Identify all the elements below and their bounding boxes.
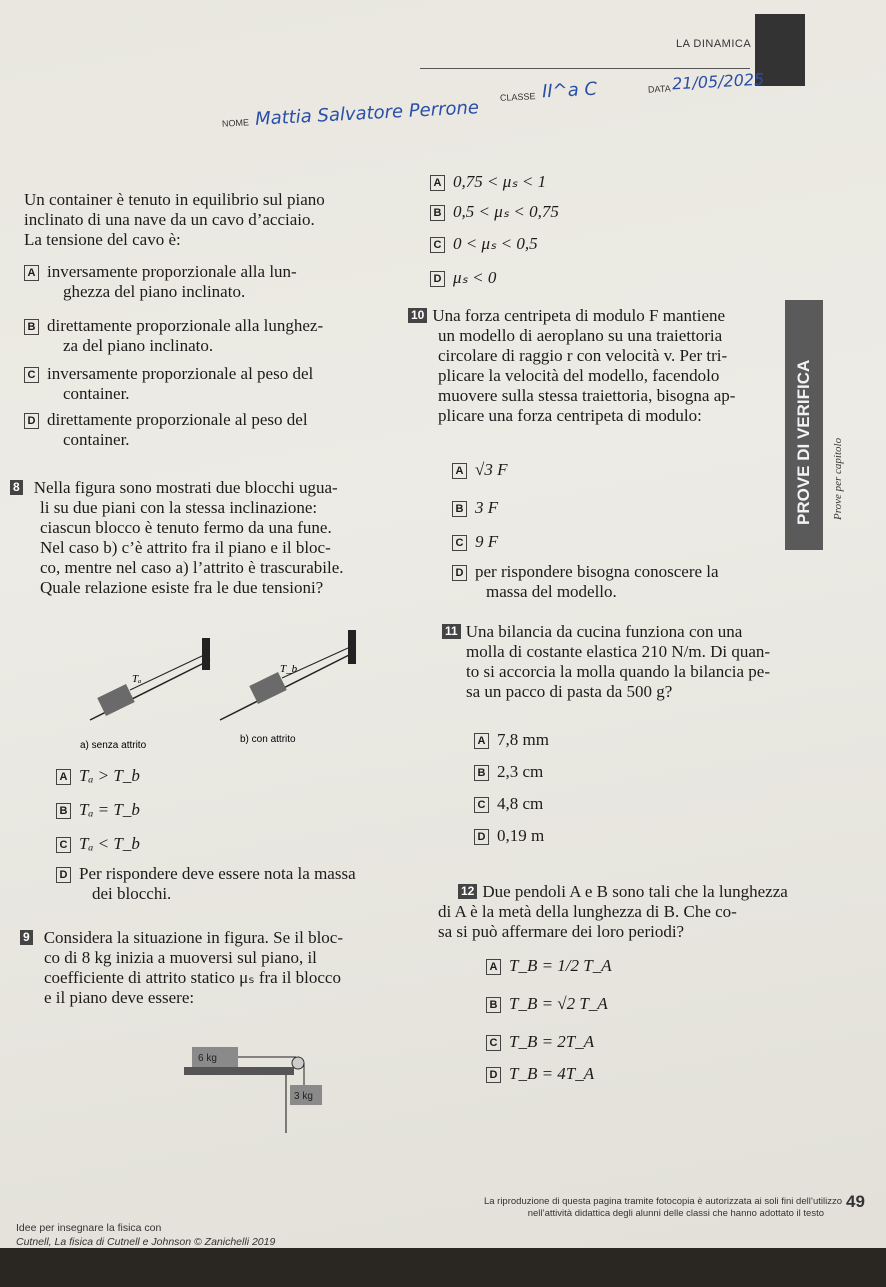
q7-option-b: B direttamente proporzionale alla lunghez- za del piano inclinato. xyxy=(24,316,323,356)
option-letter: C xyxy=(24,367,39,383)
question-11: 11 Una bilancia da cucina funziona con una molla di costante elastica 210 N/m. Di quan- to si accorcia la molla quando la bilancia pe- sa un pacco di pasta da 500 g? xyxy=(442,622,802,702)
data-value: 21/05/2025 xyxy=(671,69,765,94)
question-10: 10 Una forza centripeta di modulo F mantiene un modello di aeroplano su una traiettoria circolare di raggio r con velocità v. Per tri- plicare la velocità del modello, facendolo muovere sulla stessa traiettoria, bisogna ap- plicare una forza centripeta di modulo: xyxy=(408,306,778,426)
question-number: 12 xyxy=(458,884,477,899)
pulley-figure xyxy=(180,1035,340,1135)
table-top xyxy=(184,1067,294,1075)
option-letter: A xyxy=(56,769,71,785)
q10-option-c: C 9 F xyxy=(452,532,498,552)
figure-b-caption: b) con attrito xyxy=(240,734,296,745)
nome-value: Mattia Salvatore Perrone xyxy=(254,97,480,130)
block-a xyxy=(97,684,135,716)
post-a xyxy=(202,638,210,670)
option-letter: A xyxy=(486,959,501,975)
question-number: 9 xyxy=(20,930,33,945)
figure-b xyxy=(220,630,356,745)
option-letter: A xyxy=(430,175,445,191)
option-letter: A xyxy=(452,463,467,479)
q7-option-c: C inversamente proporzionale al peso del container. xyxy=(24,364,313,404)
option-letter: A xyxy=(474,733,489,749)
tension-a-label: Tₐ xyxy=(132,673,142,685)
book-line-2: Cutnell, La fisica di Cutnell e Johnson © Zanichelli 2019 xyxy=(16,1236,276,1248)
pulley xyxy=(292,1057,304,1069)
inclined-planes-figure xyxy=(70,620,390,760)
figure-a xyxy=(80,638,210,751)
question-number: 10 xyxy=(408,308,427,323)
option-letter: C xyxy=(430,237,445,253)
option-letter: C xyxy=(452,535,467,551)
q9-option-a: A 0,75 < μₛ < 1 xyxy=(430,172,546,192)
section-title: LA DINAMICA xyxy=(676,38,752,50)
nome-label: NOME xyxy=(221,117,250,129)
option-letter: B xyxy=(486,997,501,1013)
classe-label: CLASSE xyxy=(499,91,536,103)
q10-option-b: B 3 F xyxy=(452,498,498,518)
q8-option-d: D Per rispondere deve essere nota la massa dei blocchi. xyxy=(56,864,356,904)
q9-option-c: C 0 < μₛ < 0,5 xyxy=(430,234,538,254)
classe-value: II^a C xyxy=(541,78,598,103)
question-8: 8 Nella figura sono mostrati due blocchi ugua- li su due piani con la stessa inclinazione: ciascun blocco è tenuto fermo da una fune. Nel caso b) c’è attrito fra il piano e il bloc- co, mentre nel caso a) l’attrito è trascurabile. Quale relazione esiste fra le due tensioni? xyxy=(10,478,344,598)
option-letter: B xyxy=(24,319,39,335)
q7-option-a: A inversamente proporzionale alla lun- ghezza del piano inclinato. xyxy=(24,262,297,302)
book-line-1: Idee per insegnare la fisica con xyxy=(16,1222,162,1234)
data-label: DATA xyxy=(647,83,671,95)
option-letter: B xyxy=(56,803,71,819)
option-letter: D xyxy=(452,565,467,581)
mass-6kg-label: 6 kg xyxy=(198,1053,217,1064)
block-b xyxy=(249,672,287,704)
question-number: 8 xyxy=(10,480,23,495)
question-7 xyxy=(24,190,325,250)
q12-option-a: A T_B = 1/2 T_A xyxy=(486,956,612,976)
q11-option-d: D 0,19 m xyxy=(474,826,544,846)
q7-line: inclinato di una nave da un cavo d’acciaio. xyxy=(24,210,315,229)
tension-b-label: T_b xyxy=(280,663,298,675)
side-tab xyxy=(785,300,823,550)
q8-option-a: A Tₐ > T_b xyxy=(56,766,140,786)
option-letter: B xyxy=(474,765,489,781)
q7-line: Un container è tenuto in equilibrio sul piano xyxy=(24,190,325,209)
question-12: 12 Due pendoli A e B sono tali che la lunghezza di A è la metà della lunghezza di B. Che co- sa si può affermare dei loro periodi? xyxy=(438,882,788,941)
option-letter: D xyxy=(24,413,39,429)
q12-option-b: B T_B = √2 T_A xyxy=(486,994,608,1014)
q11-option-a: A 7,8 mm xyxy=(474,730,549,750)
figure-a-caption: a) senza attrito xyxy=(80,740,147,751)
q10-option-d: D per rispondere bisogna conoscere la massa del modello. xyxy=(452,562,782,602)
option-letter: C xyxy=(56,837,71,853)
option-letter: D xyxy=(430,271,445,287)
mass-3kg-label: 3 kg xyxy=(294,1091,313,1102)
side-tab-subtitle: Prove per capitolo xyxy=(832,437,844,520)
q10-option-a: A √3 F xyxy=(452,460,507,480)
q9-option-d: D μₛ < 0 xyxy=(430,268,496,288)
copyright-line-2: nell’attività didattica degli alunni delle classi che hanno adottato il testo xyxy=(527,1208,824,1219)
option-letter: B xyxy=(430,205,445,221)
page-number: 49 xyxy=(846,1192,865,1211)
option-letter: D xyxy=(56,867,71,883)
question-9: 9 Considera la situazione in figura. Se il bloc- co di 8 kg inizia a muoversi sul piano, il coefficiente di attrito statico μₛ fra il blocco e il piano deve essere: xyxy=(20,928,343,1008)
q7-option-d: D direttamente proporzionale al peso del container. xyxy=(24,410,308,450)
q8-option-c: C Tₐ < T_b xyxy=(56,834,140,854)
q11-option-b: B 2,3 cm xyxy=(474,762,543,782)
q12-option-d: D T_B = 4T_A xyxy=(486,1064,594,1084)
header-rule xyxy=(420,68,750,69)
side-tab-title: PROVE DI VERIFICA xyxy=(794,359,813,525)
option-letter: C xyxy=(486,1035,501,1051)
option-letter: B xyxy=(452,501,467,517)
q11-option-c: C 4,8 cm xyxy=(474,794,543,814)
q9-option-b: B 0,5 < μₛ < 0,75 xyxy=(430,202,559,222)
question-number: 11 xyxy=(442,624,461,639)
copyright-line-1: La riproduzione di questa pagina tramite fotocopia è autorizzata ai soli fini dell’utilizzo xyxy=(483,1196,842,1207)
option-letter: A xyxy=(24,265,39,281)
q8-option-b: B Tₐ = T_b xyxy=(56,800,140,820)
option-letter: D xyxy=(486,1067,501,1083)
option-letter: D xyxy=(474,829,489,845)
option-letter: C xyxy=(474,797,489,813)
post-b xyxy=(348,630,356,664)
q12-option-c: C T_B = 2T_A xyxy=(486,1032,594,1052)
q7-line: La tensione del cavo è: xyxy=(24,230,181,249)
